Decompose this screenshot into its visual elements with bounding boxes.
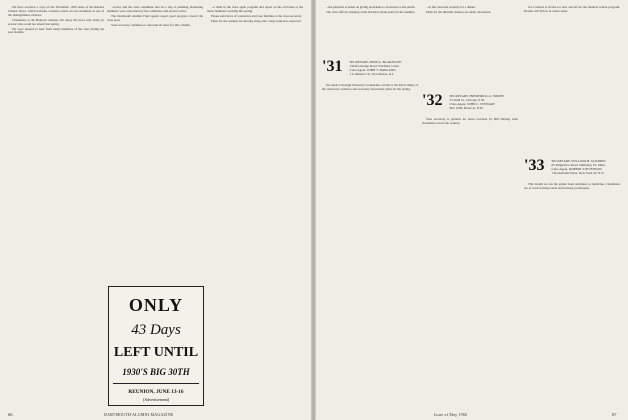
text-paragraph: Your secretary is grateful for notes received by Bill Nutting from classmates across the country. — [422, 118, 518, 125]
secretary-line: SECRETARY, FRED A. BLAKESLEE — [349, 60, 402, 64]
page-number-right: 67 — [612, 412, 617, 417]
agent-line: Class Agent, JOHN T. HARLAND — [349, 68, 396, 72]
right-column-2-top — [422, 6, 518, 74]
agent-line: Class Agent, ROBERT STEVENSON — [551, 167, 602, 171]
left-page — [0, 0, 311, 420]
class-year-32: '32 — [422, 92, 443, 109]
address-line: 65 Ridgeview Road, Wellesley 81, Mass. — [551, 163, 606, 167]
text-paragraph: The class officers meeting at the Inn have made plans for the summer. — [326, 9, 416, 14]
left-column-1 — [8, 6, 104, 398]
class-1931-header — [322, 58, 418, 76]
address-line: Box 1060, Hanover, N.H. — [449, 106, 484, 110]
text-paragraph: ...the platform is based on giving presidents to be known to the public. — [326, 6, 416, 9]
text-paragraph: ...forest, and the class committee met for a day of planning. Returning members were welcomed by the committee and several wives. — [107, 6, 203, 13]
secretary-line: SECRETARY, FREDERICK A. NORTH — [449, 94, 504, 98]
text-paragraph: Plans for the reunion are moving along and a large turnout is expected. — [211, 18, 302, 23]
issue-date-footer: Issue of May 1960 — [434, 412, 468, 417]
text-paragraph: Plans for the thirtieth reunion are under discussion. — [426, 9, 492, 14]
address-line: 1 Rockefeller Plaza, New York 20, N.Y. — [551, 171, 605, 175]
text-paragraph: Please send news of yourselves and your families to the class secretary. — [211, 13, 302, 18]
right-column-3-top — [524, 6, 620, 154]
text-paragraph: The Dartmouth Alumni Fund agents report good progress toward the class goal. — [107, 13, 203, 22]
page-number-left: 66 — [8, 412, 13, 417]
text-paragraph: ...of the class met recently for a dinner. — [426, 6, 476, 9]
right-column-3-body — [524, 183, 620, 400]
ad-divider — [113, 383, 199, 384]
address-line: 1 Commerce St., Providence, R.I. — [349, 72, 394, 76]
class-year-33: '33 — [524, 157, 545, 174]
text-paragraph: Your secretary continues to welcome all news for this column. — [111, 22, 191, 27]
text-paragraph: We made it through February's avalanches of bills to the Fund. Many of the class have written to the secretary about their plans for the spring. — [322, 84, 418, 91]
ad-days: 43 Days — [131, 322, 181, 338]
left-column-3 — [207, 6, 303, 398]
secretary-line: SECRETARY, WILLIAM H. GLIDDEN — [551, 159, 606, 163]
right-column-1-top — [322, 6, 418, 58]
ad-reunion-dates: REUNION, JUNE 13-16 — [128, 389, 184, 395]
class-1933-header — [524, 157, 620, 175]
right-column-2-body — [422, 118, 518, 400]
ad-big-30th: 1930'S BIG 30TH — [122, 367, 190, 377]
text-paragraph: We were pleased to hear from many members of the class during the past months. — [8, 26, 104, 35]
text-paragraph: ...a chief in the class agent program and report on the activities of the many members working this spring. — [207, 6, 303, 13]
address-line: 55 Kidd St., Chicago 9, Ill. — [449, 98, 486, 102]
reunion-advertisement — [108, 286, 204, 406]
class-1932-officers — [449, 94, 515, 110]
left-column-2 — [107, 6, 203, 282]
ad-label: (Advertisement) — [142, 397, 170, 402]
class-year-31: '31 — [322, 58, 343, 75]
class-1931-officers — [349, 60, 415, 76]
magazine-title-footer: DARTMOUTH ALUMNI MAGAZINE — [104, 412, 174, 417]
agent-line: Class Agent, JOHN C. STEWART — [449, 102, 496, 106]
text-paragraph: Joe Carbone is in line for new aircraft for the medical school program. Details will follow in a later issue. — [524, 6, 620, 13]
class-1932-header — [422, 92, 518, 110]
text-paragraph: We have received a copy of the November 1959 issue of the Rhodes Scholar News, which includes a feature article on our classmate as one of the distinguished scholars. — [8, 6, 104, 17]
address-line: 134 Rockridge Road, Fairfield, Conn. — [349, 64, 400, 68]
ad-only: ONLY — [128, 295, 184, 315]
class-1933-officers — [551, 159, 617, 175]
right-page — [316, 0, 628, 420]
text-paragraph: This month we run the gamut from adventure to medicine. Classmates are at work in many lands and in many professions. — [524, 183, 620, 190]
right-column-1-body — [322, 84, 418, 400]
ad-left-until: LEFT UNTIL — [113, 345, 199, 360]
text-paragraph: Classmates at the Hanover reunion will enjoy the news sent along by several who could not attend last spring. — [8, 17, 104, 26]
